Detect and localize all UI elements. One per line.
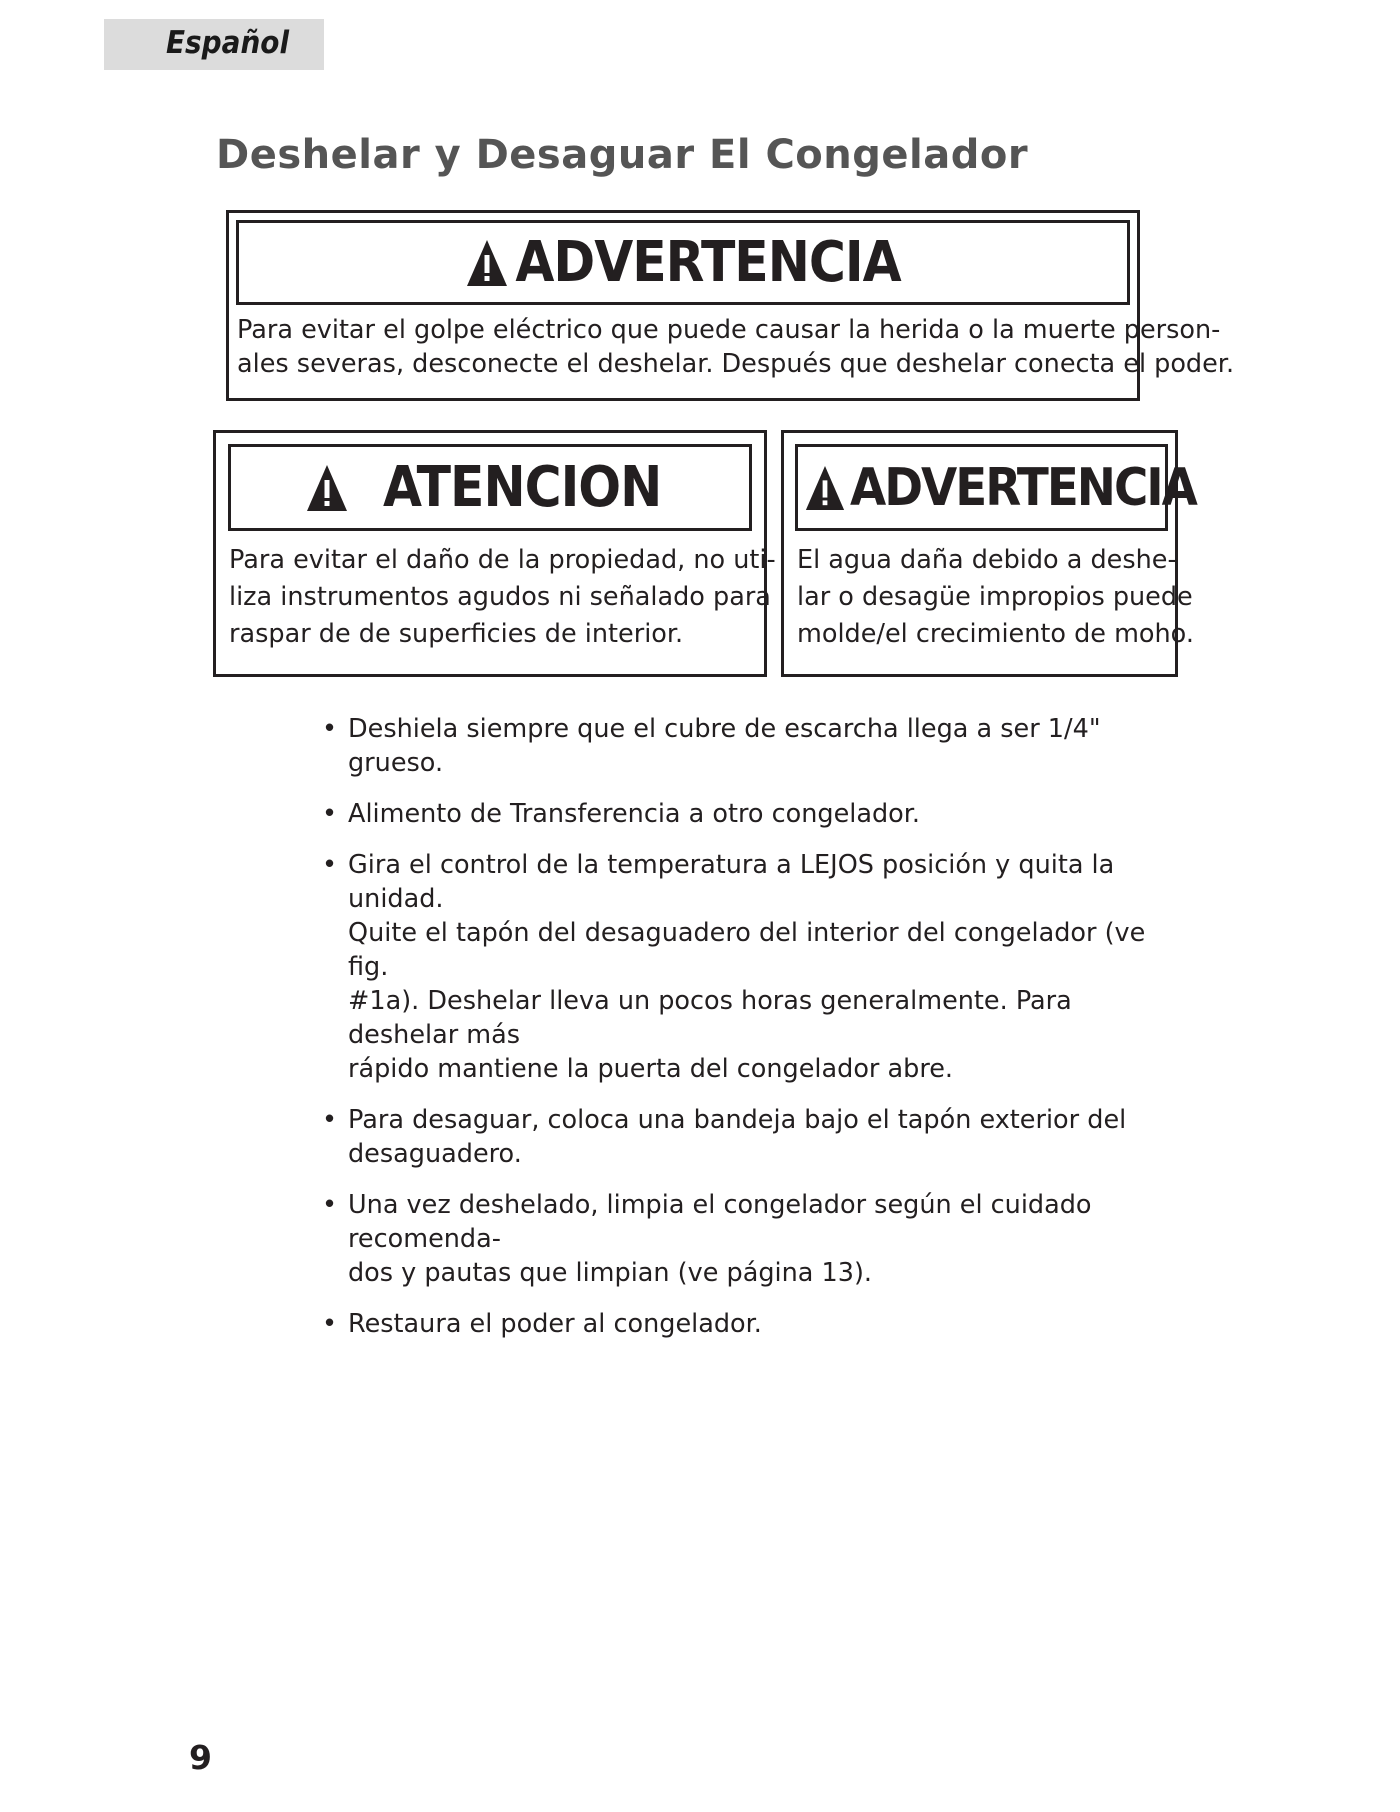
warning-right-text-line-1: El agua daña debido a deshe- bbox=[797, 545, 1177, 575]
warning-triangle-icon bbox=[804, 463, 846, 513]
caution-header bbox=[228, 444, 752, 531]
warning-signal-word-right: ADVERTENCIA bbox=[850, 457, 1196, 518]
caution-text-line-2: liza instrumentos agudos ni señalado para bbox=[229, 582, 771, 612]
defrost-instructions-list bbox=[322, 712, 1182, 1358]
instruction-line: Alimento de Transferencia a otro congelador. bbox=[348, 799, 921, 829]
caution-text-line-3: raspar de de superficies de interior. bbox=[229, 619, 684, 649]
instruction-line: desaguadero. bbox=[348, 1139, 522, 1169]
warning-text-line-1: Para evitar el golpe eléctrico que puede causar la herida o la muerte person- bbox=[237, 315, 1221, 345]
warning-signal-word: ADVERTENCIA bbox=[515, 229, 901, 295]
warning-triangle-icon bbox=[305, 463, 349, 513]
instruction-line: dos y pautas que limpian (ve página 13). bbox=[348, 1258, 872, 1288]
warning-right-text-line-2: lar o desagüe impropios puede bbox=[797, 582, 1193, 612]
instruction-line: Quite el tapón del desaguadero del interior del congelador (ve fig. bbox=[348, 918, 1146, 982]
caution-text-line-1: Para evitar el daño de la propiedad, no uti- bbox=[229, 545, 776, 575]
instruction-item bbox=[322, 848, 1182, 1086]
instruction-line: Gira el control de la temperatura a LEJOS posición y quita la unidad. bbox=[348, 850, 1115, 914]
language-tab-label: Español bbox=[166, 25, 290, 61]
instruction-line: #1a). Deshelar lleva un pocos horas generalmente. Para deshelar más bbox=[348, 986, 1072, 1050]
caution-box-property bbox=[213, 430, 776, 677]
warning-header-right bbox=[795, 444, 1196, 531]
instruction-item bbox=[322, 1103, 1182, 1171]
instruction-item bbox=[322, 712, 1182, 780]
instruction-line: Restaura el poder al congelador. bbox=[348, 1309, 762, 1339]
caution-signal-word: ATENCION bbox=[383, 454, 662, 520]
instruction-line: Una vez deshelado, limpia el congelador según el cuidado recomenda- bbox=[348, 1190, 1092, 1254]
section-title: Deshelar y Desaguar El Congelador bbox=[216, 132, 1029, 178]
instruction-line: rápido mantiene la puerta del congelador abre. bbox=[348, 1054, 954, 1084]
warning-box-water bbox=[781, 430, 1196, 677]
instruction-line: Para desaguar, coloca una bandeja bajo el tapón exterior del bbox=[348, 1105, 1127, 1135]
instruction-item bbox=[322, 1307, 1182, 1341]
warning-triangle-icon bbox=[465, 238, 509, 288]
language-tab bbox=[104, 19, 324, 70]
instruction-line: Deshiela siempre que el cubre de escarcha llega a ser 1/4" grueso. bbox=[348, 714, 1101, 778]
instruction-item bbox=[322, 1188, 1182, 1290]
warning-header bbox=[236, 220, 1130, 305]
instruction-item bbox=[322, 797, 1182, 831]
warning-text-line-2: ales severas, desconecte el deshelar. Después que deshelar conecta el poder. bbox=[237, 349, 1235, 379]
warning-right-text-line-3: molde/el crecimiento de moho. bbox=[797, 619, 1194, 649]
page-number: 9 bbox=[189, 1738, 212, 1777]
warning-box-electrical bbox=[226, 210, 1235, 401]
